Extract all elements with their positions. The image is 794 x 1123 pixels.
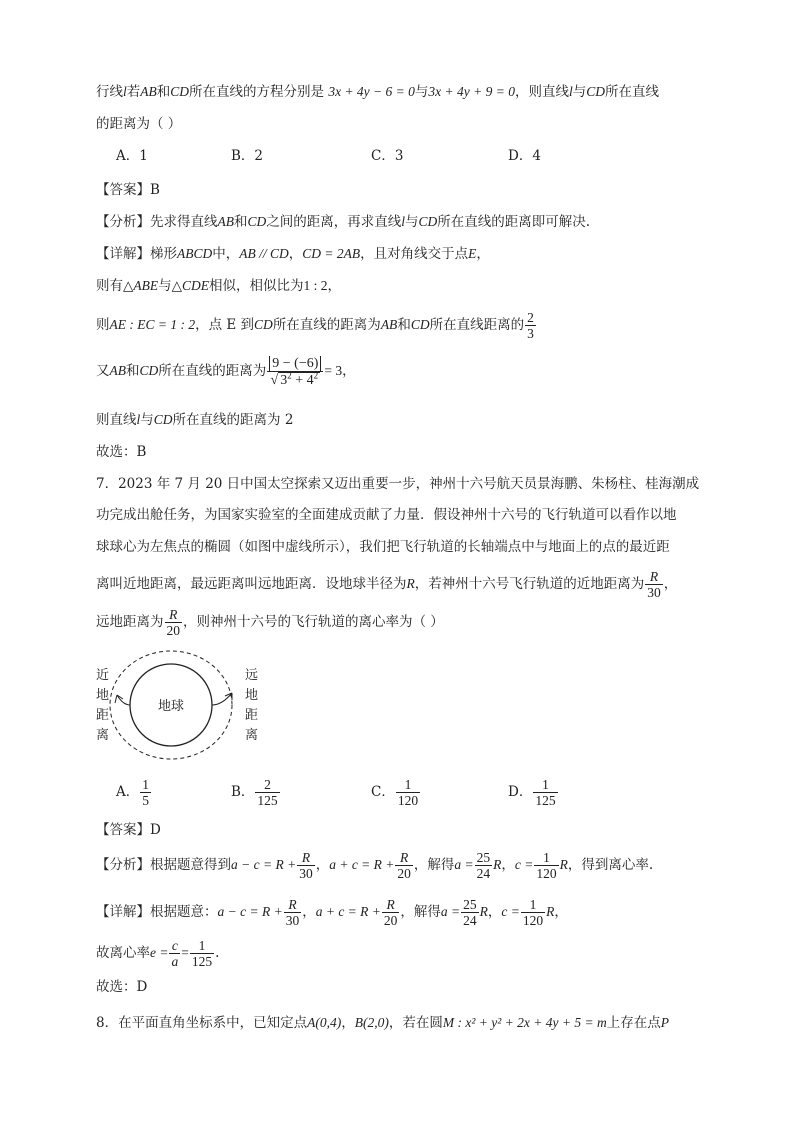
q6-option-c: C．3 bbox=[371, 148, 404, 164]
q7-stem-line5: 远地距离为 $\frac{R}{20}$ ，则神州十六号的飞行轨道的离心率为（ ） bbox=[96, 607, 444, 638]
near-label-4: 离 bbox=[96, 728, 110, 743]
q6-option-b: B．2 bbox=[231, 148, 264, 164]
near-label-1: 近 bbox=[96, 668, 110, 683]
q6-answer: 【答案】B bbox=[96, 182, 160, 198]
q6-option-d: D．4 bbox=[508, 148, 541, 164]
q6-detail-final: 则直线l与CD所在直线的距离为 2 bbox=[96, 412, 294, 428]
far-label-1: 远 bbox=[245, 668, 259, 683]
far-label-4: 离 bbox=[245, 728, 259, 743]
q7-stem-line1: 7．2023 年 7 月 20 日中国太空探索又迈出重要一步，神州十六号航天员景海鹏、朱杨柱、桂海潮成 bbox=[96, 476, 700, 492]
q7-analysis: 【分析】根据题意得到a − c = R + $\frac{R}{30}$ ，a + c = R + $\frac{R}{20}$ ，解得a = $\frac{25}{24}$ R，c = $\frac{1}{120}$ R，得到离心率. bbox=[96, 850, 654, 881]
near-label-2: 地 bbox=[96, 688, 110, 703]
q6-stem-line1: 行线l若AB和CD所在直线的方程分别是 3x + 4y − 6 = 0与3x + 4y + 9 = 0，则直线l与CD所在直线 bbox=[96, 84, 660, 100]
q7-option-a: A． $\frac{1}{5}$ bbox=[116, 777, 149, 808]
far-label-3: 距 bbox=[245, 708, 259, 723]
near-label-3: 距 bbox=[96, 708, 110, 723]
distance-formula: $\frac{9 - (-6)}{√ 3^2 + 4^2}$ bbox=[267, 356, 323, 388]
far-label-2: 地 bbox=[245, 688, 259, 703]
q7-option-b: B． $\frac{2}{125}$ bbox=[231, 777, 278, 808]
equation-line-ab: 3x + 4y − 6 = 0 bbox=[328, 84, 415, 99]
q7-option-d: D． $\frac{1}{125}$ bbox=[508, 777, 556, 808]
q6-stem-line2: 的距离为（ ） bbox=[96, 116, 182, 132]
q6-detail-line1: 【详解】梯形ABCD中，AB // CD，CD = 2AB，且对角线交于点E， bbox=[96, 246, 490, 262]
q6-choose: 故选：B bbox=[96, 444, 147, 460]
q6-detail-ae-ec: 则AE : EC = 1 : 2，点 E 到CD所在直线的距离为AB和CD所在直线距离的 $\frac{2}{3}$ bbox=[96, 310, 534, 341]
earth-label: 地球 bbox=[157, 699, 185, 714]
fraction-r-over-20: $\frac{R}{20}$ bbox=[166, 607, 180, 638]
q6-detail-similar: 则有△ABE与△CDE相似，相似比为1 : 2， bbox=[96, 278, 342, 294]
orbit-figure bbox=[90, 648, 280, 770]
q7-stem-line2: 功完成出舱任务，为国家实验室的全面建成贡献了力量．假设神州十六号的飞行轨道可以看作以地 bbox=[96, 507, 677, 523]
q7-eccentricity: 故离心率e = $\frac{c}{a}$ = $\frac{1}{125}$ . bbox=[96, 938, 220, 969]
q6-detail-distance: 又AB和CD所在直线的距离为 $\frac{9 - (-6)}{√ 3^2 + 4^2}$ = 3， bbox=[96, 355, 356, 388]
q7-detail: 【详解】根据题意：a − c = R + $\frac{R}{30}$ ，a + c = R + $\frac{R}{20}$ ，解得a = $\frac{25}{24}$ R，c = $\frac{1}{120}$ R， bbox=[96, 897, 568, 928]
q7-option-c: C． $\frac{1}{120}$ bbox=[371, 777, 419, 808]
q7-stem-line4: 离叫近地距离，最远距离叫远地距离．设地球半径为R，若神州十六号飞行轨道的近地距离为 $\frac{R}{30}$ ， bbox=[96, 569, 678, 600]
q6-option-a: A．1 bbox=[116, 148, 148, 164]
q8-stem: 8．在平面直角坐标系中，已知定点A(0,4)，B(2,0)，若在圆M : x² + y² + 2x + 4y + 5 = m上存在点P bbox=[96, 1015, 669, 1031]
q7-answer: 【答案】D bbox=[96, 822, 161, 838]
fraction-r-over-30: $\frac{R}{30}$ bbox=[647, 569, 661, 600]
q6-analysis: 【分析】先求得直线AB和CD之间的距离，再求直线l与CD所在直线的距离即可解决. bbox=[96, 214, 591, 230]
equation-line-cd: 3x + 4y + 9 = 0 bbox=[428, 84, 515, 99]
fraction-two-thirds: $\frac{2}{3}$ bbox=[527, 310, 534, 341]
q7-choose: 故选：D bbox=[96, 979, 148, 995]
q7-stem-line3: 球球心为左焦点的椭圆（如图中虚线所示），我们把飞行轨道的长轴端点中与地面上的点的最近距 bbox=[96, 539, 670, 555]
